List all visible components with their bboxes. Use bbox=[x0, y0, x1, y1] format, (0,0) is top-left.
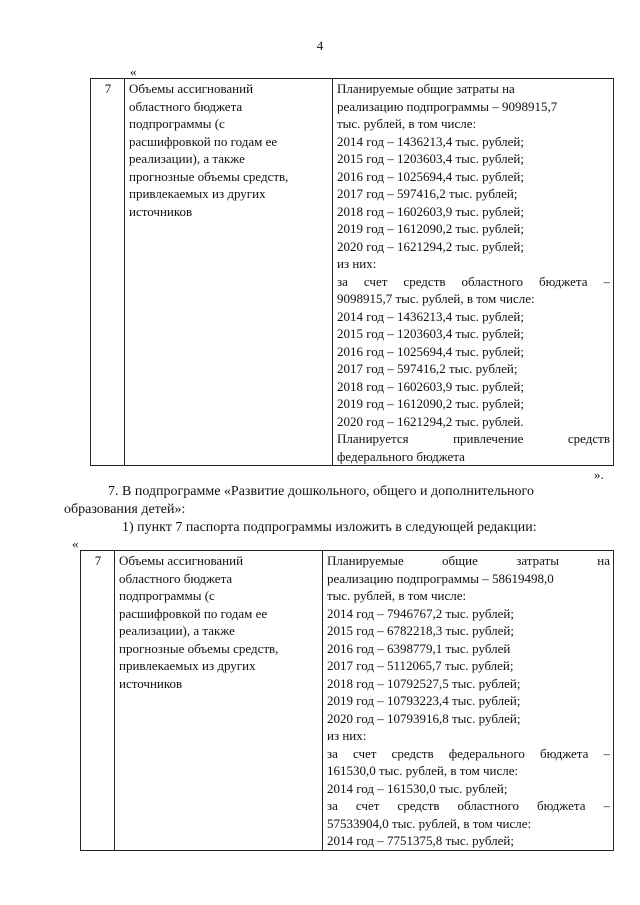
row-description bbox=[125, 79, 333, 466]
content-line: реализацию подпрограммы – 58619498,0 bbox=[327, 570, 554, 586]
content-line: Планируется привлечение средств bbox=[337, 431, 610, 446]
description-line: источников bbox=[129, 203, 193, 219]
description-line: расшифровкой по годам ее bbox=[119, 605, 268, 621]
content-line: 2014 год – 7946767,2 тыс. рублей; bbox=[327, 605, 514, 621]
content-line: 9098915,7 тыс. рублей, в том числе: bbox=[337, 291, 535, 306]
paragraph-7-line-1: 7. В подпрограмме «Развитие дошкольного, общего и дополнительного bbox=[108, 484, 534, 499]
content-line: 2018 год – 1602603,9 тыс. рублей; bbox=[337, 378, 524, 394]
content-line: 57533904,0 тыс. рублей, в том числе: bbox=[327, 815, 532, 831]
description-line: привлекаемых из других bbox=[129, 186, 266, 201]
description-line: привлекаемых из других bbox=[119, 658, 256, 673]
content-line: 2017 год – 597416,2 тыс. рублей; bbox=[337, 361, 518, 376]
open-quote-2: « bbox=[72, 536, 79, 551]
content-line: 2014 год – 161530,0 тыс. рублей; bbox=[327, 780, 508, 796]
table-row bbox=[81, 551, 614, 851]
description-line: расшифровкой по годам ее bbox=[129, 133, 278, 149]
paragraph-1: 1) пункт 7 паспорта подпрограммы изложить в следующей редакции: bbox=[122, 520, 537, 535]
table-row bbox=[91, 79, 614, 466]
content-line: 2015 год – 6782218,3 тыс. рублей; bbox=[327, 623, 514, 638]
content-line: за счет средств областного бюджета – bbox=[327, 798, 610, 813]
content-line: 2016 год – 1025694,4 тыс. рублей; bbox=[337, 168, 524, 184]
content-line: из них: bbox=[327, 728, 367, 743]
description-line: источников bbox=[119, 675, 183, 691]
content-line: 2020 год – 1621294,2 тыс. рублей; bbox=[337, 238, 524, 254]
description-line: областного бюджета bbox=[119, 570, 233, 586]
content-line: за счет средств областного бюджета – bbox=[337, 273, 610, 289]
content-line: 2020 год – 1621294,2 тыс. рублей. bbox=[337, 413, 524, 429]
content-line: 2014 год – 1436213,4 тыс. рублей; bbox=[337, 133, 524, 149]
row-number: 7 bbox=[91, 79, 125, 466]
passport-table-1 bbox=[90, 78, 614, 466]
content-line: 2018 год – 1602603,9 тыс. рублей; bbox=[337, 203, 524, 219]
row-description bbox=[115, 551, 323, 851]
content-line: тыс. рублей, в том числе: bbox=[337, 116, 477, 131]
content-line: 2020 год – 10793916,8 тыс. рублей; bbox=[327, 710, 521, 726]
row-content bbox=[333, 79, 614, 466]
description-line: реализации), а также bbox=[119, 623, 235, 638]
passport-table-2 bbox=[80, 550, 614, 851]
content-line: 161530,0 тыс. рублей, в том числе: bbox=[327, 763, 519, 778]
content-line: 2016 год – 1025694,4 тыс. рублей; bbox=[337, 343, 524, 359]
content-line: 2019 год – 10793223,4 тыс. рублей; bbox=[327, 693, 521, 708]
content-line: 2018 год – 10792527,5 тыс. рублей; bbox=[327, 675, 521, 691]
row-number: 7 bbox=[81, 551, 115, 851]
content-line: 2017 год – 597416,2 тыс. рублей; bbox=[337, 186, 518, 201]
description-line: реализации), а также bbox=[129, 151, 245, 166]
content-line: 2014 год – 7751375,8 тыс. рублей; bbox=[327, 833, 514, 848]
open-quote-1: « bbox=[130, 64, 137, 79]
description-line: Объемы ассигнований bbox=[119, 553, 244, 568]
content-line: 2015 год – 1203603,4 тыс. рублей; bbox=[337, 151, 524, 166]
description-line: прогнозные объемы средств, bbox=[119, 640, 279, 656]
content-line: федерального бюджета bbox=[337, 448, 465, 464]
paragraph-7-line-2: образования детей»: bbox=[64, 502, 186, 517]
content-line: тыс. рублей, в том числе: bbox=[327, 588, 467, 603]
description-line: областного бюджета bbox=[129, 98, 243, 114]
content-line: 2014 год – 1436213,4 тыс. рублей; bbox=[337, 308, 524, 324]
page-number: 4 bbox=[316, 38, 324, 53]
content-line: Планируемые общие затраты на bbox=[327, 553, 610, 568]
content-line: Планируемые общие затраты на bbox=[337, 81, 515, 96]
close-quote: ». bbox=[594, 467, 604, 482]
description-line: подпрограммы (с bbox=[119, 588, 215, 603]
description-line: прогнозные объемы средств, bbox=[129, 168, 289, 184]
content-line: 2019 год – 1612090,2 тыс. рублей; bbox=[337, 396, 524, 411]
description-line: Объемы ассигнований bbox=[129, 81, 254, 96]
description-line: подпрограммы (с bbox=[129, 116, 225, 131]
content-line: из них: bbox=[337, 256, 377, 271]
content-line: 2016 год – 6398779,1 тыс. рублей bbox=[327, 640, 511, 656]
content-line: 2019 год – 1612090,2 тыс. рублей; bbox=[337, 221, 524, 236]
row-content bbox=[323, 551, 614, 851]
content-line: реализацию подпрограммы – 9098915,7 bbox=[337, 98, 558, 114]
content-line: за счет средств федерального бюджета – bbox=[327, 745, 610, 761]
content-line: 2015 год – 1203603,4 тыс. рублей; bbox=[337, 326, 524, 341]
content-line: 2017 год – 5112065,7 тыс. рублей; bbox=[327, 658, 514, 673]
